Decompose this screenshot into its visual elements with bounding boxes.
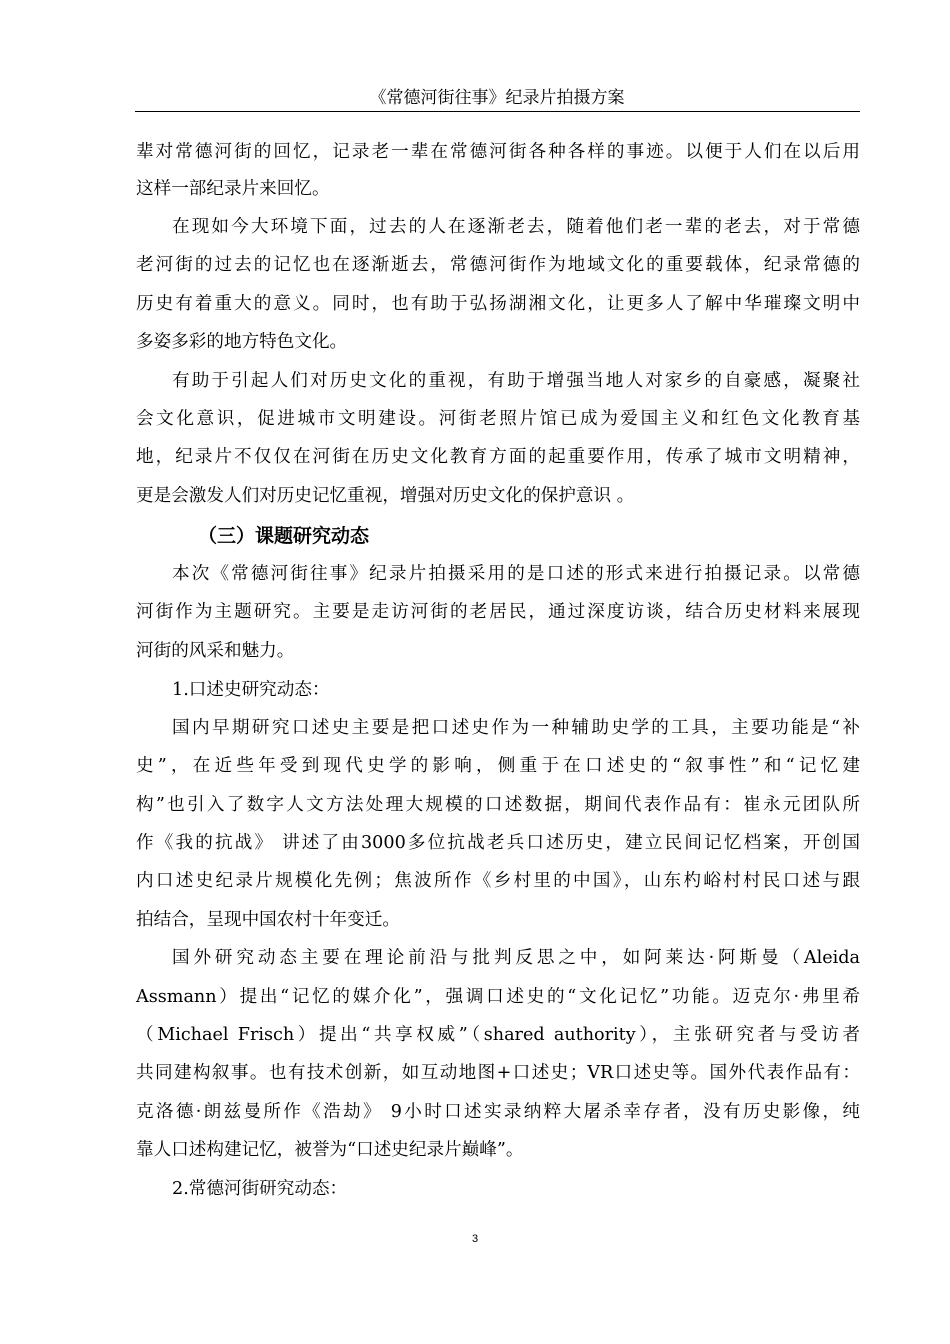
running-header: 《常德河街往事》纪录片拍摄方案 <box>369 88 625 108</box>
subheading-line: 1.口述史研究动态： <box>172 680 330 700</box>
body-line: 克洛德·朗兹曼所作《浩劫》 9小时口述实录纳粹大屠杀幸存者，没有历史影像，纯 <box>136 1102 860 1122</box>
body-line: 多姿多彩的地方特色文化。 <box>136 332 348 352</box>
body-line: 作《我的抗战》 讲述了由3000多位抗战老兵口述历史，建立民间记忆档案，开创国 <box>136 833 860 853</box>
body-line: 河街作为主题研究。主要是走访河街的老居民，通过深度访谈，结合历史材料来展现 <box>136 602 860 622</box>
body-line: 在现如今大环境下面，过去的人在逐渐老去，随着他们老一辈的老去，对于常德 <box>172 217 860 237</box>
body-line: 国外研究动态主要在理论前沿与批判反思之中，如阿莱达·阿斯曼（Aleida <box>172 948 860 968</box>
body-line: 更是会激发人们对历史记忆重视，增强对历史文化的保护意识 。 <box>136 486 635 506</box>
subheading-line: 2.常德河街研究动态： <box>172 1179 348 1199</box>
body-line: Assmann）提出“记忆的媒介化”，强调口述史的“文化记忆”功能。迈克尔·弗里希 <box>136 987 860 1007</box>
page-number: 3 <box>471 1233 479 1245</box>
body-line: 构”也引入了数字人文方法处理大规模的口述数据，期间代表作品有：崔永元团队所 <box>136 795 860 815</box>
body-line: 拍结合，呈现中国农村十年变迁。 <box>136 910 400 930</box>
body-line: 本次《常德河街往事》纪录片拍摄采用的是口述的形式来进行拍摄记录。以常德 <box>172 564 860 584</box>
body-line: 老河街的过去的记忆也在逐渐逝去，常德河街作为地域文化的重要载体，纪录常德的 <box>136 255 860 275</box>
body-line: （Michael Frisch）提出“共享权威”（shared authority），主张研究者与受访者 <box>136 1025 860 1045</box>
body-line: 河街的风采和魅力。 <box>136 641 295 661</box>
body-line: 史”，在近些年受到现代史学的影响，侧重于在口述史的“叙事性”和“记忆建 <box>136 756 860 776</box>
body-line: 历史有着重大的意义。同时，也有助于弘扬湖湘文化，让更多人了解中华璀璨文明中 <box>136 294 860 314</box>
body-line: 辈对常德河街的回忆，记录老一辈在常德河街各种各样的事迹。以便于人们在以后用 <box>136 142 860 162</box>
body-line: 内口述史纪录片规模化先例；焦波所作《乡村里的中国》，山东杓峪村村民口述与跟 <box>136 871 860 891</box>
section-heading: （三）课题研究动态 <box>198 525 370 547</box>
body-line: 靠人口述构建记忆，被誉为“口述史纪录片巅峰”。 <box>136 1140 524 1160</box>
body-line: 共同建构叙事。也有技术创新，如互动地图+口述史；VR口述史等。国外代表作品有： <box>136 1063 860 1083</box>
body-line: 这样一部纪录片来回忆。 <box>136 179 330 199</box>
body-line: 会文化意识，促进城市文明建设。河街老照片馆已成为爱国主义和红色文化教育基 <box>136 409 860 429</box>
body-line: 地，纪录片不仅仅在河街在历史文化教育方面的起重要作用，传承了城市文明精神， <box>136 447 860 467</box>
header-rule <box>135 111 860 112</box>
body-line: 国内早期研究口述史主要是把口述史作为一种辅助史学的工具，主要功能是“补 <box>172 718 860 738</box>
body-line: 有助于引起人们对历史文化的重视，有助于增强当地人对家乡的自豪感，凝聚社 <box>172 371 860 391</box>
